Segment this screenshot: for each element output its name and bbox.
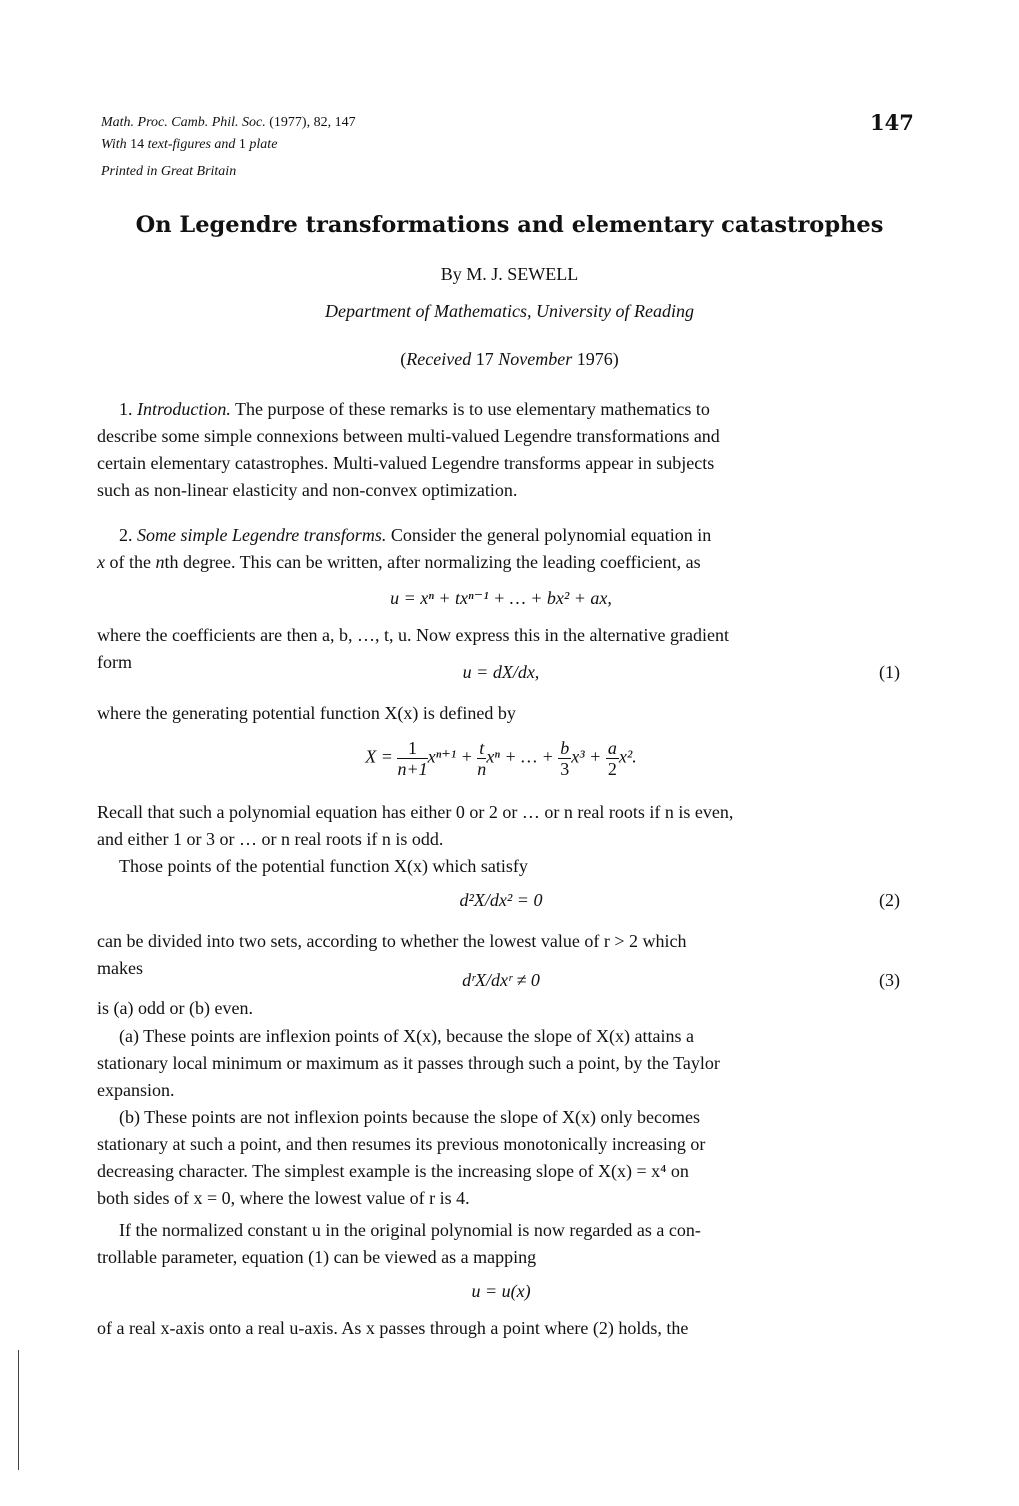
- closing-paragraph: If the normalized constant u in the original polynomial is now regarded as a con- trollable parameter, equation (1) can be viewed as a mapping: [97, 1220, 701, 1267]
- coefficients-text: where the coefficients are then a, b, …, t, u. Now express this in the alternative gradient: [97, 625, 729, 645]
- odd-even-text: is (a) odd or (b) even.: [97, 998, 253, 1018]
- page-number: 147: [870, 110, 914, 135]
- makes-word: makes: [97, 958, 143, 978]
- fraction: $\frac{t}{n}$: [477, 738, 487, 779]
- author-line: By M. J. SEWELL: [440, 264, 579, 284]
- case-b-paragraph: (b) These points are not inflexion points because the slope of X(x) only becomes stationary at such a point, and then resumes its previous monotonically increasing or decreasing character. The simplest example is the increasing slope of X(x) = x⁴ on both sides of x = 0, where the lowest value of r is 4.: [97, 1107, 706, 1208]
- form-word: form: [97, 652, 132, 672]
- affiliation: Department of Mathematics, University of Reading: [325, 301, 694, 321]
- journal-volume: (1977), 82, 147: [269, 115, 356, 130]
- equation-3-number: (3): [879, 970, 900, 990]
- section-2-heading: Some simple Legendre transforms.: [137, 525, 387, 545]
- equation-2-number: (2): [879, 890, 900, 910]
- intro-paragraph: 1. Introduction. The purpose of these remarks is to use elementary mathematics to describe some simple connexions between multi-valued Legendre transformations and certain elementary catastrophes. Multi-valued Legendre transforms appear in subjects such as non-linear elasticity and non-convex optimization.: [97, 399, 720, 500]
- potential-equation: X = $\frac{1}{n+1}$ xⁿ⁺¹ + $\frac{t}{n}$ xⁿ + … + $\frac{b}{3}$ x³ + $\frac{a}{2}$ x².: [365, 738, 637, 779]
- potential-text: where the generating potential function X(x) is defined by: [97, 703, 516, 723]
- fraction: $\frac{a}{2}$: [607, 738, 617, 779]
- polynomial-equation: u = xⁿ + txⁿ⁻¹ + … + bx² + ax,: [390, 588, 612, 608]
- fraction: $\frac{1}{n+1}$: [397, 738, 428, 779]
- received-date: (Received 17 November 1976): [400, 349, 619, 369]
- equation-1: u = dX/dx,: [462, 662, 540, 682]
- printed-note: Printed in Great Britain: [101, 164, 237, 179]
- case-a-paragraph: (a) These points are inflexion points of X(x), because the slope of X(x) attains a stationary local minimum or maximum as it passes through such a point, by the Taylor expansion.: [97, 1026, 720, 1100]
- intro-heading: Introduction.: [137, 399, 231, 419]
- equation-3: dʳX/dxʳ ≠ 0: [462, 970, 540, 990]
- divided-text: can be divided into two sets, according to whether the lowest value of r > 2 which: [97, 931, 687, 951]
- equation-2: d²X/dx² = 0: [459, 890, 543, 910]
- fraction: $\frac{b}{3}$: [560, 738, 570, 779]
- scan-margin-line: [18, 1350, 19, 1470]
- recall-paragraph: Recall that such a polynomial equation has either 0 or 2 or … or n real roots if n is even, and either 1 or 3 or … or n real roots if n is odd. Those points of the potential function X(x) which satisfy: [97, 802, 734, 876]
- mapping-equation: u = u(x): [471, 1281, 531, 1301]
- paper-title: On Legendre transformations and elementary catastrophes: [135, 212, 884, 238]
- figures-note: With 14 text-figures and 1 plate: [101, 137, 278, 152]
- journal-name: Math. Proc. Camb. Phil. Soc.: [101, 115, 266, 130]
- equation-1-number: (1): [879, 662, 900, 682]
- last-line: of a real x-axis onto a real u-axis. As x passes through a point where (2) holds, the: [97, 1318, 689, 1338]
- section-2-opening: 2. Some simple Legendre transforms. Consider the general polynomial equation in x of the nth degree. This can be written, after normalizing the leading coefficient, as: [97, 525, 712, 572]
- journal-citation: [101, 113, 356, 133]
